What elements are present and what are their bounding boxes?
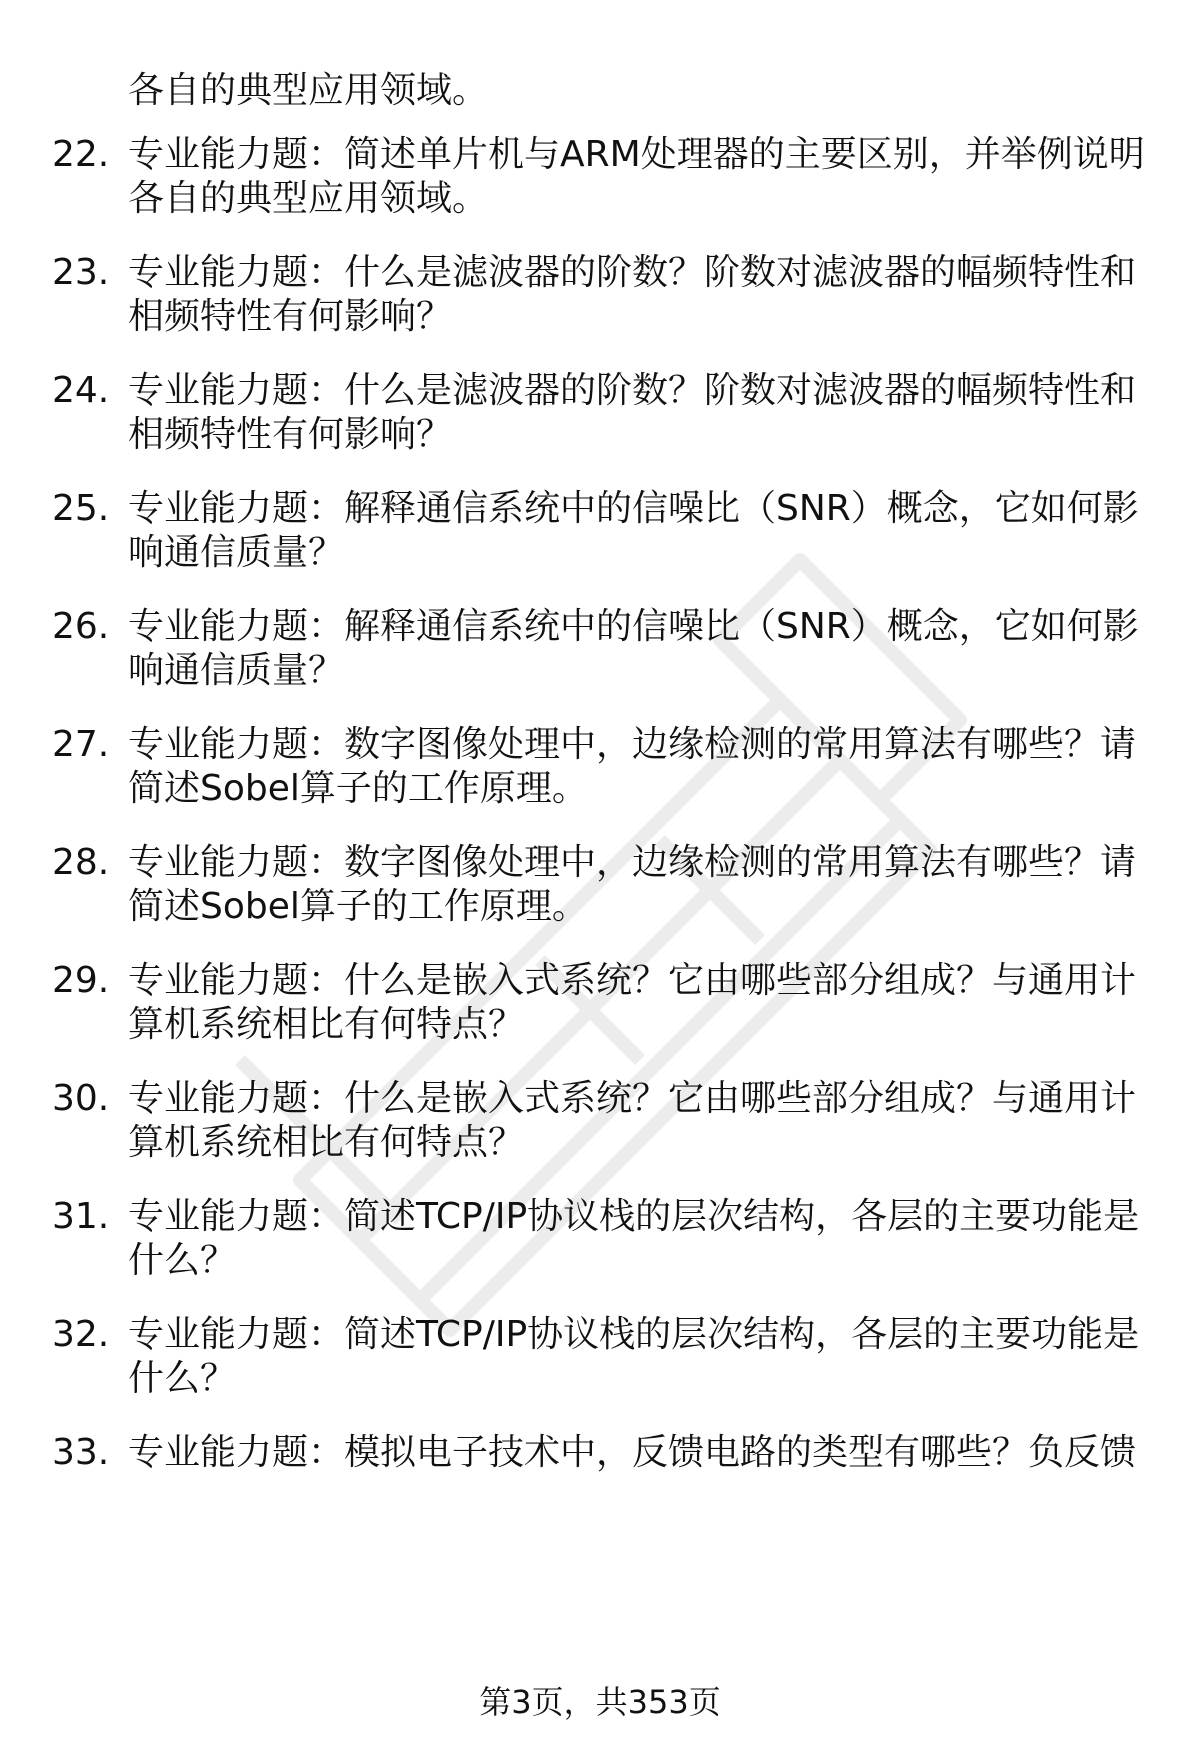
item-text-line1: 专业能力题：简述TCP/IP协议栈的层次结构，各层的主要功能是: [128, 1314, 1140, 1355]
item-text-line2: 响通信质量？: [128, 650, 345, 691]
item-text-line1: 专业能力题：什么是滤波器的阶数？阶数对滤波器的幅频特性和: [128, 370, 1137, 411]
item-number: 32.: [52, 1314, 110, 1355]
item-text-line1: 专业能力题：简述单片机与ARM处理器的主要区别，并举例说明: [128, 134, 1145, 175]
item-text-line2: 简述Sobel算子的工作原理。: [128, 768, 588, 809]
item-number: 22.: [52, 134, 110, 175]
item-text-line1: 专业能力题：什么是滤波器的阶数？阶数对滤波器的幅频特性和: [128, 252, 1137, 293]
item-number: 29.: [52, 960, 110, 1001]
item-number: 24.: [52, 370, 110, 411]
item-number: 31.: [52, 1196, 110, 1237]
item-number: 28.: [52, 842, 110, 883]
item-text-line2: 响通信质量？: [128, 532, 345, 573]
item-text-line1: 专业能力题：什么是嵌入式系统？它由哪些部分组成？与通用计: [128, 960, 1137, 1001]
item-text-line2: 算机系统相比有何特点？: [128, 1122, 525, 1163]
item-text-line2: 相频特性有何影响？: [128, 296, 453, 337]
item-text-line2: 相频特性有何影响？: [128, 414, 453, 455]
item-text-line1: 专业能力题：解释通信系统中的信噪比（SNR）概念，它如何影: [128, 488, 1139, 529]
page-footer: 第3页，共353页: [479, 1683, 721, 1721]
item-text-line2: 算机系统相比有何特点？: [128, 1004, 525, 1045]
item-text-line2: 简述Sobel算子的工作原理。: [128, 886, 588, 927]
item-number: 27.: [52, 724, 110, 765]
item-text-line1: 专业能力题：解释通信系统中的信噪比（SNR）概念，它如何影: [128, 606, 1139, 647]
item-number: 33.: [52, 1432, 110, 1473]
item-text-line2: 各自的典型应用领域。: [128, 178, 489, 219]
item-text-line1: 专业能力题：数字图像处理中，边缘检测的常用算法有哪些？请: [128, 842, 1137, 883]
item-number: 30.: [52, 1078, 110, 1119]
item-number: 26.: [52, 606, 110, 647]
continuation-text: 各自的典型应用领域。: [128, 70, 489, 111]
item-text-line1: 专业能力题：模拟电子技术中，反馈电路的类型有哪些？负反馈: [128, 1432, 1137, 1473]
item-text-line1: 专业能力题：数字图像处理中，边缘检测的常用算法有哪些？请: [128, 724, 1137, 765]
item-number: 25.: [52, 488, 110, 529]
item-text-line2: 什么？: [128, 1358, 237, 1399]
item-text-line1: 专业能力题：什么是嵌入式系统？它由哪些部分组成？与通用计: [128, 1078, 1137, 1119]
item-text-line2: 什么？: [128, 1240, 237, 1281]
item-number: 23.: [52, 252, 110, 293]
item-text-line1: 专业能力题：简述TCP/IP协议栈的层次结构，各层的主要功能是: [128, 1196, 1140, 1237]
